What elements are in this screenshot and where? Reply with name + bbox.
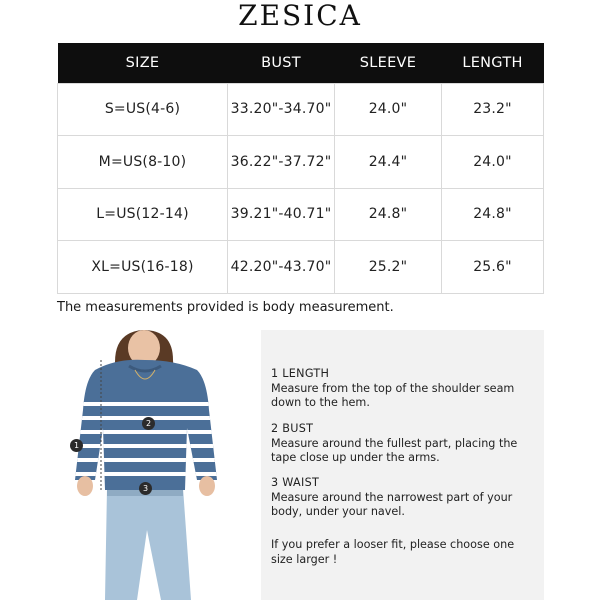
marker-length: 1 <box>70 439 83 452</box>
table-row <box>58 83 544 136</box>
guide-bust <box>271 422 536 466</box>
cell-length: 25.6" <box>442 241 544 294</box>
table-row <box>58 188 544 241</box>
guide-waist-title: 3 WAIST <box>271 476 320 489</box>
guide-bust-text: Measure around the fullest part, placing the tape close up under the arms. <box>271 436 518 464</box>
cell-size: XL=US(16-18) <box>58 241 228 294</box>
cell-sleeve: 24.4" <box>335 136 442 189</box>
header-sleeve: SLEEVE <box>335 43 442 83</box>
cell-size: L=US(12-14) <box>58 188 228 241</box>
cell-sleeve: 24.0" <box>335 83 442 136</box>
measurement-guide-panel <box>261 330 544 600</box>
model-photo <box>57 330 257 600</box>
header-bust: BUST <box>228 43 335 83</box>
table-row <box>58 241 544 294</box>
table-header-row <box>58 43 544 83</box>
size-chart-table <box>57 43 544 294</box>
fit-tip: If you prefer a looser fit, please choose one size larger ! <box>271 538 515 566</box>
cell-length: 24.8" <box>442 188 544 241</box>
cell-length: 23.2" <box>442 83 544 136</box>
guide-bust-title: 2 BUST <box>271 422 314 435</box>
cell-sleeve: 24.8" <box>335 188 442 241</box>
cell-bust: 42.20"-43.70" <box>228 241 335 294</box>
marker-bust: 2 <box>142 417 155 430</box>
guide-length-text: Measure from the top of the shoulder seam down to the hem. <box>271 381 515 409</box>
model-illustration <box>57 330 257 600</box>
cell-size: M=US(8-10) <box>58 136 228 189</box>
cell-sleeve: 25.2" <box>335 241 442 294</box>
table-row <box>58 136 544 189</box>
jeans-shape <box>105 488 191 600</box>
cell-bust: 36.22"-37.72" <box>228 136 335 189</box>
guide-waist-text: Measure around the narrowest part of your body, under your navel. <box>271 490 513 518</box>
cell-bust: 33.20"-34.70" <box>228 83 335 136</box>
cell-length: 24.0" <box>442 136 544 189</box>
cell-size: S=US(4-6) <box>58 83 228 136</box>
measurement-note: The measurements provided is body measurement. <box>57 300 394 315</box>
header-size: SIZE <box>58 43 228 83</box>
guide-length <box>271 367 536 411</box>
guide-waist <box>271 476 536 520</box>
cell-bust: 39.21"-40.71" <box>228 188 335 241</box>
header-length: LENGTH <box>442 43 544 83</box>
guide-length-title: 1 LENGTH <box>271 367 330 380</box>
brand-logo: ZESICA <box>238 0 362 32</box>
marker-waist: 3 <box>139 482 152 495</box>
